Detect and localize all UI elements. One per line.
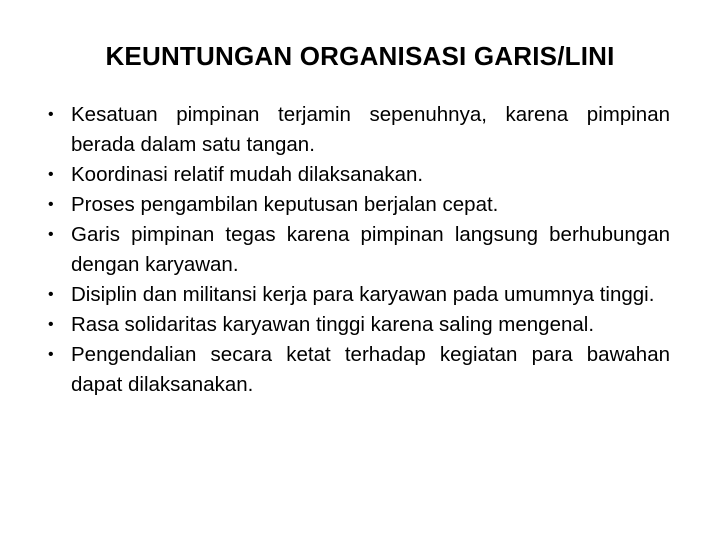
bullet-item (48, 340, 670, 400)
bullet-text: Garis pimpinan tegas karena pimpinan langsung berhubungan dengan karyawan. (71, 223, 670, 276)
bullet-item (48, 160, 670, 190)
bullet-item (48, 280, 670, 310)
bullet-icon: • (48, 196, 54, 213)
slide-title: KEUNTUNGAN ORGANISASI GARIS/LINI (105, 41, 615, 71)
bullet-text: Disiplin dan militansi kerja para karyawan pada umumnya tinggi. (71, 283, 655, 306)
bullet-icon: • (48, 106, 54, 123)
bullet-icon: • (48, 226, 54, 243)
bullet-list (48, 100, 670, 400)
bullet-text: Proses pengambilan keputusan berjalan cepat. (71, 193, 499, 216)
bullet-icon: • (48, 166, 54, 183)
bullet-text: Rasa solidaritas karyawan tinggi karena saling mengenal. (71, 313, 595, 336)
bullet-icon: • (48, 346, 54, 363)
bullet-item (48, 100, 670, 160)
bullet-item (48, 190, 670, 220)
bullet-text: Pengendalian secara ketat terhadap kegiatan para bawahan dapat dilaksanakan. (71, 343, 670, 396)
bullet-item (48, 220, 670, 280)
bullet-icon: • (48, 316, 54, 333)
bullet-text: Koordinasi relatif mudah dilaksanakan. (71, 163, 424, 186)
bullet-text: Kesatuan pimpinan terjamin sepenuhnya, karena pimpinan berada dalam satu tangan. (71, 103, 670, 156)
bullet-icon: • (48, 286, 54, 303)
bullet-item (48, 310, 670, 340)
